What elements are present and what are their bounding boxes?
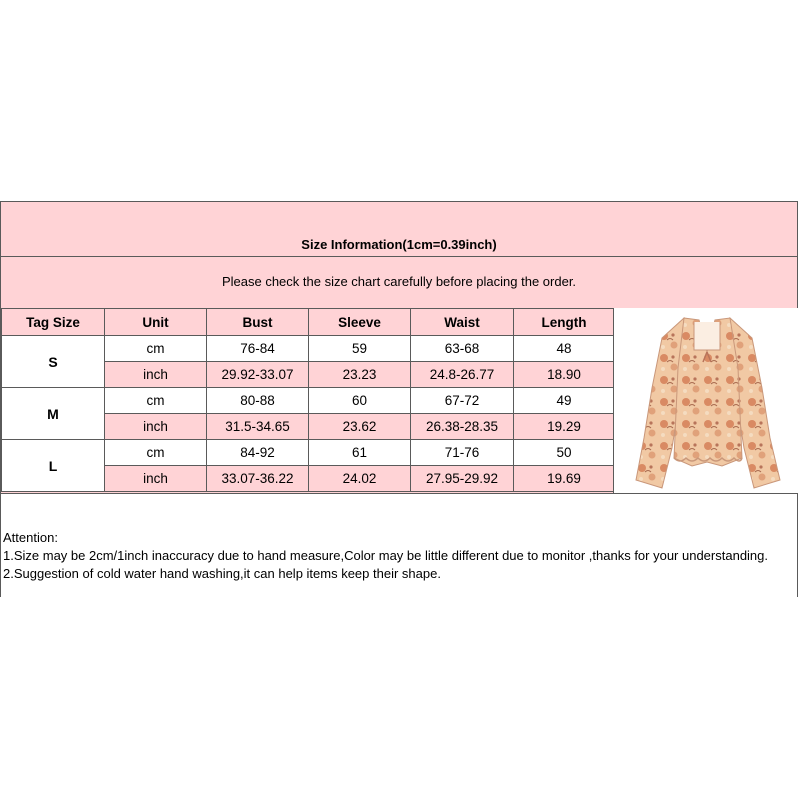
header-row <box>2 309 615 336</box>
waist-cell: 71-76 <box>411 440 514 466</box>
header-tag-size: Tag Size <box>2 309 105 336</box>
bust-cell: 31.5-34.65 <box>207 414 309 440</box>
bust-cell: 33.07-36.22 <box>207 466 309 492</box>
chart-title: Size Information(1cm=0.39inch) <box>301 237 497 252</box>
unit-cell: inch <box>105 466 207 492</box>
size-chart <box>0 201 798 597</box>
length-cell: 48 <box>514 336 615 362</box>
bust-cell: 84-92 <box>207 440 309 466</box>
floral-flare-sleeve-top-icon <box>614 308 800 493</box>
length-cell: 18.90 <box>514 362 615 388</box>
tag-size-s: S <box>2 336 105 388</box>
attention-line-1: 1.Size may be 2cm/1inch inaccuracy due to hand measure,Color may be little different due to monitor ,thanks for your understanding. <box>3 548 769 563</box>
waist-cell: 26.38-28.35 <box>411 414 514 440</box>
header-length: Length <box>514 309 615 336</box>
table-row <box>2 388 615 414</box>
attention-heading: Attention: <box>3 530 58 545</box>
product-photo <box>613 308 799 493</box>
table-row <box>2 440 615 466</box>
header-sleeve: Sleeve <box>309 309 411 336</box>
unit-cell: cm <box>105 440 207 466</box>
tag-size-m: M <box>2 388 105 440</box>
waist-cell: 24.8-26.77 <box>411 362 514 388</box>
sleeve-cell: 23.62 <box>309 414 411 440</box>
bust-cell: 80-88 <box>207 388 309 414</box>
header-unit: Unit <box>105 309 207 336</box>
notice-row <box>1 257 797 309</box>
length-cell: 19.29 <box>514 414 615 440</box>
size-table <box>1 308 615 492</box>
unit-cell: inch <box>105 362 207 388</box>
waist-cell: 63-68 <box>411 336 514 362</box>
sleeve-cell: 59 <box>309 336 411 362</box>
unit-cell: cm <box>105 336 207 362</box>
header-waist: Waist <box>411 309 514 336</box>
unit-cell: cm <box>105 388 207 414</box>
sleeve-cell: 60 <box>309 388 411 414</box>
unit-cell: inch <box>105 414 207 440</box>
table-row <box>2 336 615 362</box>
bust-cell: 29.92-33.07 <box>207 362 309 388</box>
length-cell: 19.69 <box>514 466 615 492</box>
length-cell: 49 <box>514 388 615 414</box>
header-bust: Bust <box>207 309 309 336</box>
sleeve-cell: 24.02 <box>309 466 411 492</box>
sleeve-cell: 61 <box>309 440 411 466</box>
attention-line-2: 2.Suggestion of cold water hand washing,it can help items keep their shape. <box>3 566 441 581</box>
title-row <box>1 202 797 257</box>
length-cell: 50 <box>514 440 615 466</box>
attention-notes <box>1 493 797 597</box>
waist-cell: 27.95-29.92 <box>411 466 514 492</box>
size-notice: Please check the size chart carefully before placing the order. <box>221 274 577 289</box>
tag-size-l: L <box>2 440 105 492</box>
bust-cell: 76-84 <box>207 336 309 362</box>
sleeve-cell: 23.23 <box>309 362 411 388</box>
waist-cell: 67-72 <box>411 388 514 414</box>
